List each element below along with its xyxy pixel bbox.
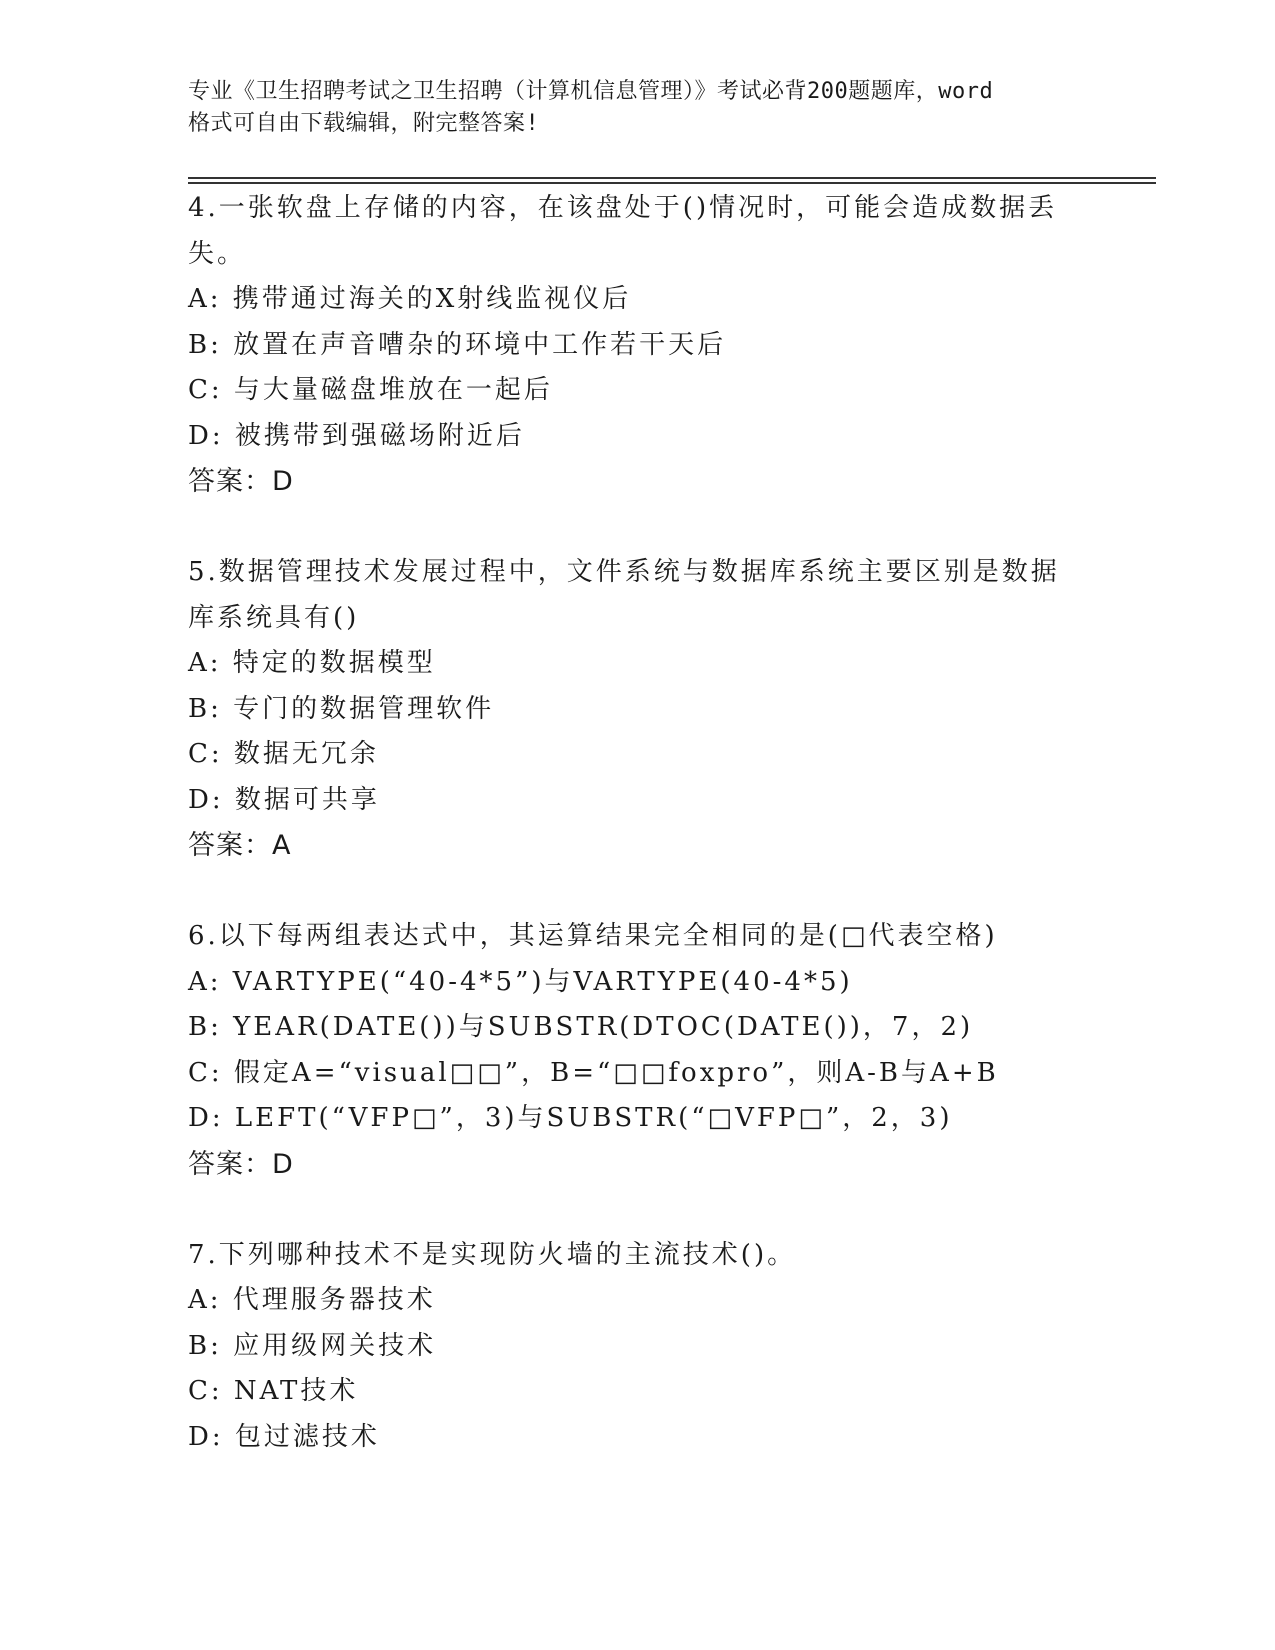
option-c: C: 假定A=“visual□□”，B=“□□foxpro”，则A-B与A+B — [188, 1057, 999, 1088]
header-line-2: 格式可自由下载编辑，附完整答案! — [188, 111, 540, 136]
answer-line: 答案：A — [188, 830, 292, 861]
option-b: B: 放置在声音嘈杂的环境中工作若干天后 — [188, 329, 727, 360]
option-a: A: VARTYPE(“40-4*5”)与VARTYPE(40-4*5) — [188, 966, 853, 997]
question-4 — [188, 186, 1088, 505]
option-d: D: LEFT(“VFP□”，3)与SUBSTR(“□VFP□”，2，3) — [188, 1103, 953, 1133]
header-divider-top — [188, 177, 1156, 179]
option-c: C: 数据无冗余 — [188, 739, 379, 769]
answer-line: 答案：D — [188, 466, 294, 497]
option-a: A: 代理服务器技术 — [188, 1285, 436, 1315]
question-stem-line: 4.一张软盘上存储的内容，在该盘处于()情况时，可能会造成数据丢 — [188, 193, 1058, 223]
question-stem-line: 6.以下每两组表达式中，其运算结果完全相同的是(□代表空格) — [188, 921, 998, 951]
option-d: D: 数据可共享 — [188, 784, 380, 815]
question-7 — [188, 1233, 1088, 1461]
question-list — [188, 186, 1088, 1460]
option-b: B: 专门的数据管理软件 — [188, 693, 495, 724]
option-b: B: 应用级网关技术 — [188, 1330, 437, 1361]
question-stem-line: 7.下列哪种技术不是实现防火墙的主流技术()。 — [188, 1239, 797, 1270]
header-divider-bottom — [188, 182, 1156, 184]
question-stem-line: 库系统具有() — [188, 602, 360, 633]
option-d: D: 被携带到强磁场附近后 — [188, 420, 525, 451]
option-c: C: 与大量磁盘堆放在一起后 — [188, 375, 553, 405]
question-stem-line: 失。 — [188, 238, 247, 269]
question-stem-line: 5.数据管理技术发展过程中，文件系统与数据库系统主要区别是数据 — [188, 557, 1060, 587]
option-c: C: NAT技术 — [188, 1376, 359, 1406]
option-b: B: YEAR(DATE())与SUBSTR(DTOC(DATE())，7，2) — [188, 1012, 974, 1042]
document-header — [188, 76, 1108, 140]
question-6 — [188, 914, 1088, 1187]
option-a: A: 携带通过海关的X射线监视仪后 — [188, 284, 632, 314]
answer-line: 答案：D — [188, 1148, 294, 1180]
option-a: A: 特定的数据模型 — [188, 648, 436, 678]
question-5 — [188, 550, 1088, 869]
header-line-1: 专业《卫生招聘考试之卫生招聘（计算机信息管理）》考试必背200题题库，word — [188, 79, 994, 104]
option-d: D: 包过滤技术 — [188, 1421, 380, 1452]
